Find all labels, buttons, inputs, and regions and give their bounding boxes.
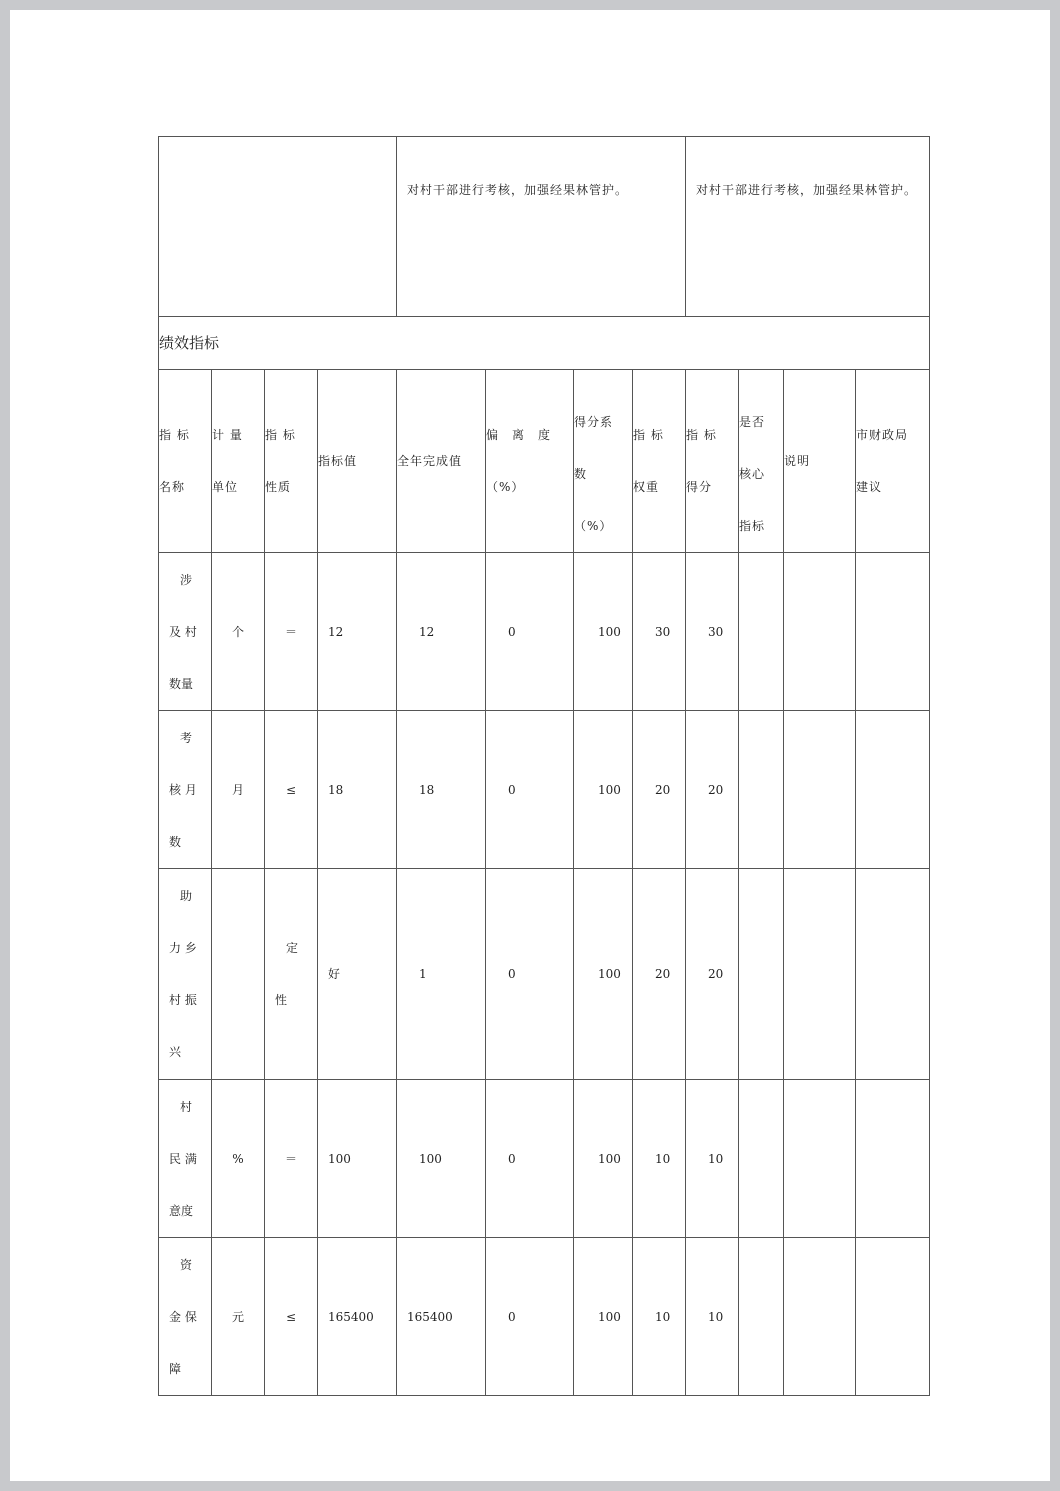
document-page <box>10 10 1050 1481</box>
row-weight: 30 <box>633 553 686 711</box>
header-core: 是否 核心 指标 <box>739 370 784 553</box>
header-annual: 全年完成值 <box>397 370 486 553</box>
row-advice <box>856 711 930 869</box>
row-coef: 100 <box>574 553 633 711</box>
row-note <box>784 711 856 869</box>
section-title-row <box>159 317 930 370</box>
header-unit: 计 量 单位 <box>212 370 265 553</box>
row-nature: ≤ <box>265 711 318 869</box>
row-coef: 100 <box>574 711 633 869</box>
row-unit: 元 <box>212 1238 265 1396</box>
row-deviation: 0 <box>486 869 574 1080</box>
header-name: 指 标 名称 <box>159 370 212 553</box>
row-annual: 100 <box>397 1080 486 1238</box>
row-note <box>784 1238 856 1396</box>
row-nature: ＝ <box>265 553 318 711</box>
row-value: 好 <box>318 869 397 1080</box>
row-unit: 月 <box>212 711 265 869</box>
row-value: 18 <box>318 711 397 869</box>
row-annual: 18 <box>397 711 486 869</box>
row-core <box>739 553 784 711</box>
row-unit: 个 <box>212 553 265 711</box>
target-description-cell: 对村干部进行考核，加强经果林管护。 <box>397 137 686 317</box>
table-row <box>159 869 930 1080</box>
row-weight: 10 <box>633 1080 686 1238</box>
table-row <box>159 711 930 869</box>
header-row <box>159 370 930 553</box>
row-score: 20 <box>686 869 739 1080</box>
row-score: 20 <box>686 711 739 869</box>
row-advice <box>856 1080 930 1238</box>
row-name: 考 核 月 数 <box>159 711 212 869</box>
row-coef: 100 <box>574 869 633 1080</box>
row-annual: 1 <box>397 869 486 1080</box>
header-weight: 指 标 权重 <box>633 370 686 553</box>
row-deviation: 0 <box>486 1080 574 1238</box>
row-name: 助 力 乡 村 振 兴 <box>159 869 212 1080</box>
row-deviation: 0 <box>486 711 574 869</box>
row-core <box>739 1080 784 1238</box>
actual-description-cell: 对村干部进行考核，加强经果林管护。 <box>686 137 930 317</box>
header-advice: 市财政局 建议 <box>856 370 930 553</box>
row-nature: 定 性 <box>265 869 318 1080</box>
row-weight: 20 <box>633 869 686 1080</box>
row-score: 10 <box>686 1238 739 1396</box>
header-note: 说明 <box>784 370 856 553</box>
performance-table <box>158 136 930 1396</box>
row-unit: % <box>212 1080 265 1238</box>
row-note <box>784 1080 856 1238</box>
row-score: 10 <box>686 1080 739 1238</box>
row-value: 100 <box>318 1080 397 1238</box>
row-coef: 100 <box>574 1238 633 1396</box>
row-value: 12 <box>318 553 397 711</box>
row-note <box>784 553 856 711</box>
row-annual: 12 <box>397 553 486 711</box>
row-score: 30 <box>686 553 739 711</box>
blank-cell <box>159 137 397 317</box>
header-value: 指标值 <box>318 370 397 553</box>
row-deviation: 0 <box>486 553 574 711</box>
header-score-coef: 得分系 数 （%） <box>574 370 633 553</box>
row-advice <box>856 869 930 1080</box>
row-unit <box>212 869 265 1080</box>
row-nature: ＝ <box>265 1080 318 1238</box>
header-score: 指 标 得分 <box>686 370 739 553</box>
row-name: 涉 及 村 数量 <box>159 553 212 711</box>
row-coef: 100 <box>574 1080 633 1238</box>
row-core <box>739 1238 784 1396</box>
row-advice <box>856 553 930 711</box>
header-deviation: 偏 离 度 （%） <box>486 370 574 553</box>
row-core <box>739 711 784 869</box>
section-title: 绩效指标 <box>159 317 930 370</box>
row-name: 村 民 满 意度 <box>159 1080 212 1238</box>
table-row <box>159 1238 930 1396</box>
row-note <box>784 869 856 1080</box>
row-deviation: 0 <box>486 1238 574 1396</box>
header-nature: 指 标 性质 <box>265 370 318 553</box>
row-name: 资 金 保 障 <box>159 1238 212 1396</box>
table-row <box>159 553 930 711</box>
row-annual: 165400 <box>397 1238 486 1396</box>
row-weight: 10 <box>633 1238 686 1396</box>
row-weight: 20 <box>633 711 686 869</box>
row-advice <box>856 1238 930 1396</box>
performance-table-frame <box>158 136 929 1376</box>
row-core <box>739 869 784 1080</box>
row-nature: ≤ <box>265 1238 318 1396</box>
table-row <box>159 1080 930 1238</box>
description-row <box>159 137 930 317</box>
row-value: 165400 <box>318 1238 397 1396</box>
